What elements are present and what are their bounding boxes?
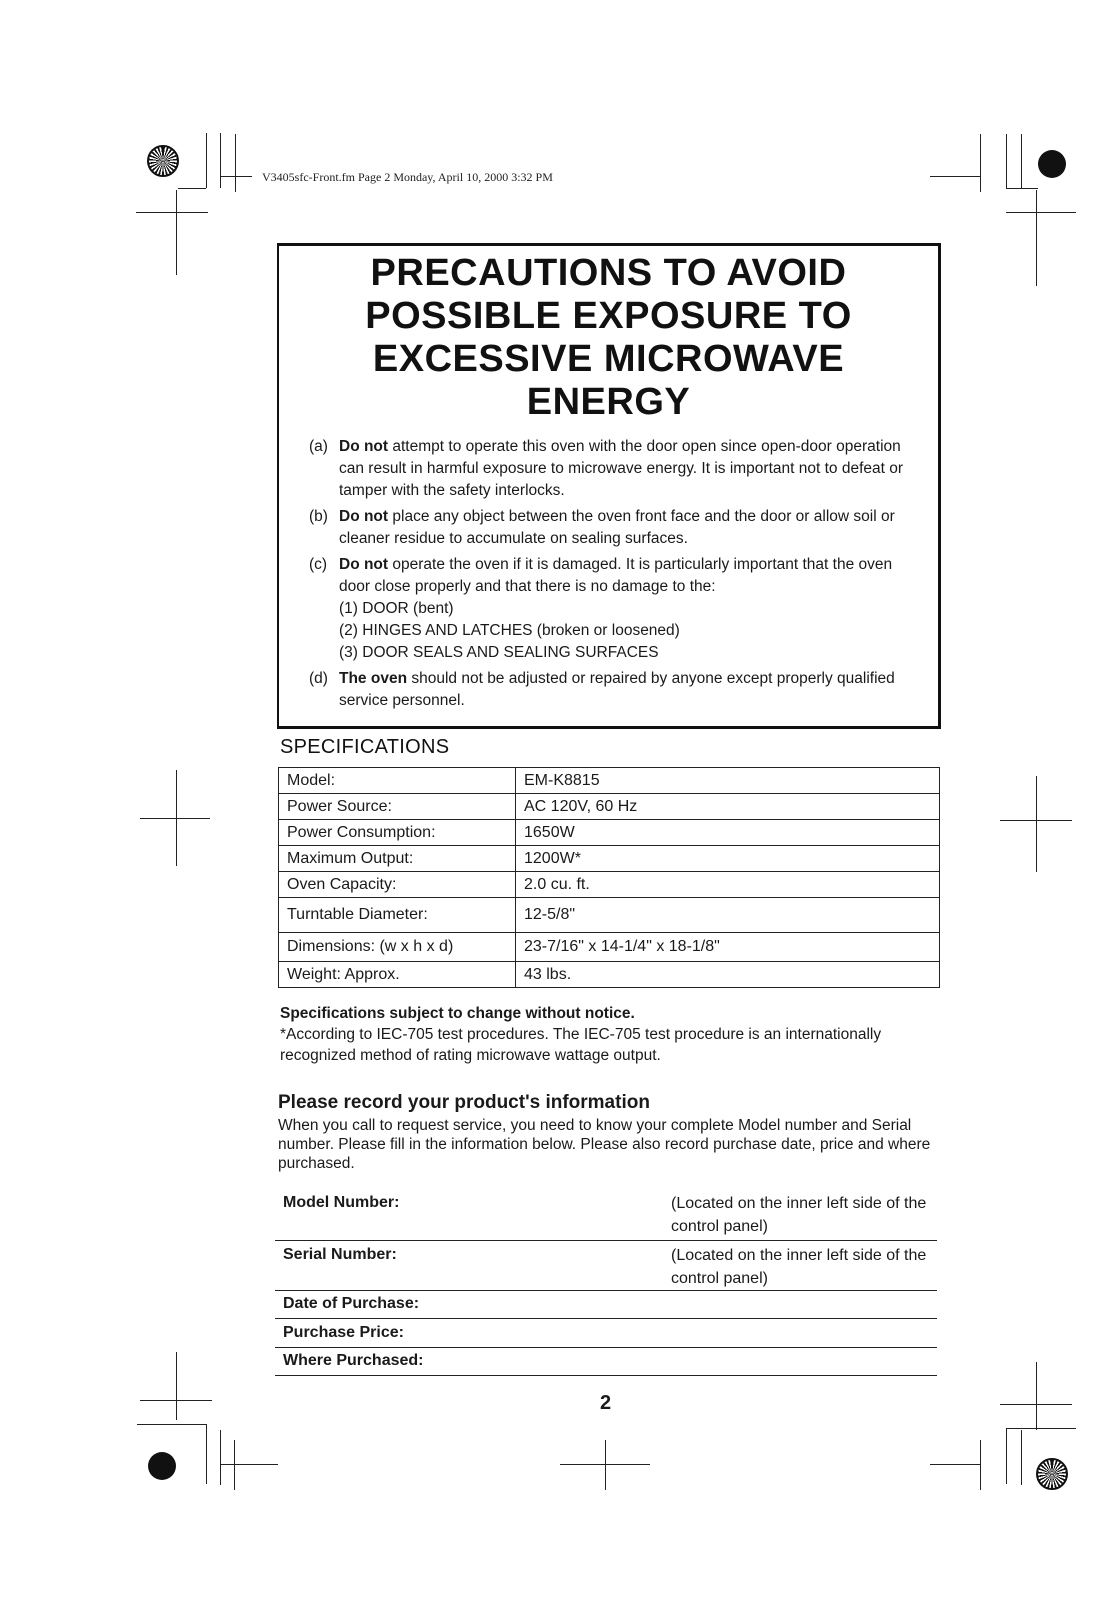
precaution-item <box>309 506 909 550</box>
spec-key: Maximum Output: <box>279 846 516 872</box>
item-text: should not be adjusted or repaired by anyone except properly qualified service personnel. <box>339 670 895 709</box>
field-label: Where Purchased: <box>283 1352 424 1369</box>
record-heading: Please record your product's information <box>278 1092 650 1113</box>
date-of-purchase-field[interactable] <box>275 1291 937 1319</box>
where-purchased-field[interactable] <box>275 1348 937 1376</box>
damage-sub-item: (3) DOOR SEALS AND SEALING SURFACES <box>339 644 659 661</box>
spec-key: Weight: Approx. <box>279 962 516 988</box>
spec-row <box>279 933 940 962</box>
spec-value: 43 lbs. <box>516 962 940 988</box>
precautions-box <box>277 243 941 729</box>
precautions-title <box>279 252 938 424</box>
registration-dot-icon <box>148 1452 176 1480</box>
title-line: EXCESSIVE MICROWAVE <box>372 338 845 380</box>
spec-value: EM-K8815 <box>516 768 940 794</box>
specifications-heading: SPECIFICATIONS <box>280 736 450 758</box>
spec-key: Dimensions: (w x h x d) <box>279 933 516 962</box>
item-text: place any object between the oven front face and the door or allow soil or cleaner residue to accumulate on sealing surfaces. <box>339 508 895 547</box>
damage-sub-item: (2) HINGES AND LATCHES (broken or loosened) <box>339 622 680 639</box>
field-label: Date of Purchase: <box>283 1295 420 1312</box>
title-line: PRECAUTIONS TO AVOID <box>370 252 847 294</box>
spec-value: 12-5/8" <box>516 898 940 933</box>
spec-key: Model: <box>279 768 516 794</box>
item-label: (c) <box>309 556 328 573</box>
item-lead: Do not <box>339 556 389 573</box>
precaution-item <box>309 554 909 664</box>
field-label: Purchase Price: <box>283 1324 404 1341</box>
spec-row <box>279 846 940 872</box>
field-label: Model Number: <box>283 1194 400 1211</box>
spec-row <box>279 962 940 988</box>
purchase-price-field[interactable] <box>275 1320 937 1348</box>
spec-value: AC 120V, 60 Hz <box>516 794 940 820</box>
spec-value: 1650W <box>516 820 940 846</box>
registration-sunburst-icon <box>147 145 179 177</box>
item-text: operate the oven if it is damaged. It is particularly important that the oven door close properly and that there is no damage to the: <box>339 556 893 595</box>
item-label: (a) <box>309 438 328 455</box>
spec-key: Oven Capacity: <box>279 872 516 898</box>
precautions-list <box>309 436 909 716</box>
field-note: (Located on the inner left side of the control panel) <box>671 1247 927 1287</box>
spec-row <box>279 898 940 933</box>
spec-value: 1200W* <box>516 846 940 872</box>
specifications-notes <box>280 1003 940 1066</box>
spec-row <box>279 794 940 820</box>
spec-change-notice: Specifications subject to change without notice. <box>280 1005 635 1022</box>
spec-key: Power Consumption: <box>279 820 516 846</box>
item-label: (d) <box>309 670 328 687</box>
precaution-item <box>309 436 909 502</box>
item-lead: Do not <box>339 508 389 525</box>
registration-dot-icon <box>1038 150 1066 178</box>
item-label: (b) <box>309 508 328 525</box>
model-number-field[interactable] <box>275 1190 937 1241</box>
specifications-table <box>278 767 940 988</box>
title-line: POSSIBLE EXPOSURE TO <box>365 295 852 337</box>
field-note: (Located on the inner left side of the control panel) <box>671 1195 927 1235</box>
item-lead: Do not <box>339 438 389 455</box>
title-line: ENERGY <box>526 381 691 423</box>
record-instructions: When you call to request service, you need to know your complete Model number and Serial number. Please fill in the information below. Please also record purchase date, price and where purchased. <box>278 1117 931 1172</box>
damage-sub-item: (1) DOOR (bent) <box>339 600 454 617</box>
precaution-item <box>309 668 909 712</box>
spec-row <box>279 820 940 846</box>
field-label: Serial Number: <box>283 1246 397 1263</box>
spec-key: Turntable Diameter: <box>279 898 516 933</box>
item-text: attempt to operate this oven with the door open since open-door operation can result in harmful exposure to microwave energy. It is important not to defeat or tamper with the safety interlocks. <box>339 438 904 499</box>
iec-footnote: *According to IEC-705 test procedures. The IEC-705 test procedure is an internationally recognized method of rating microwave wattage output. <box>280 1026 882 1064</box>
spec-key: Power Source: <box>279 794 516 820</box>
spec-row <box>279 768 940 794</box>
spec-row <box>279 872 940 898</box>
registration-sunburst-icon <box>1036 1458 1068 1490</box>
file-header-line: V3405sfc-Front.fm Page 2 Monday, April 10, 2000 3:32 PM <box>262 170 553 184</box>
page-number: 2 <box>600 1392 612 1414</box>
spec-value: 2.0 cu. ft. <box>516 872 940 898</box>
item-lead: The oven <box>339 670 408 687</box>
serial-number-field[interactable] <box>275 1242 937 1291</box>
spec-value: 23-7/16" x 14-1/4" x 18-1/8" <box>516 933 940 962</box>
